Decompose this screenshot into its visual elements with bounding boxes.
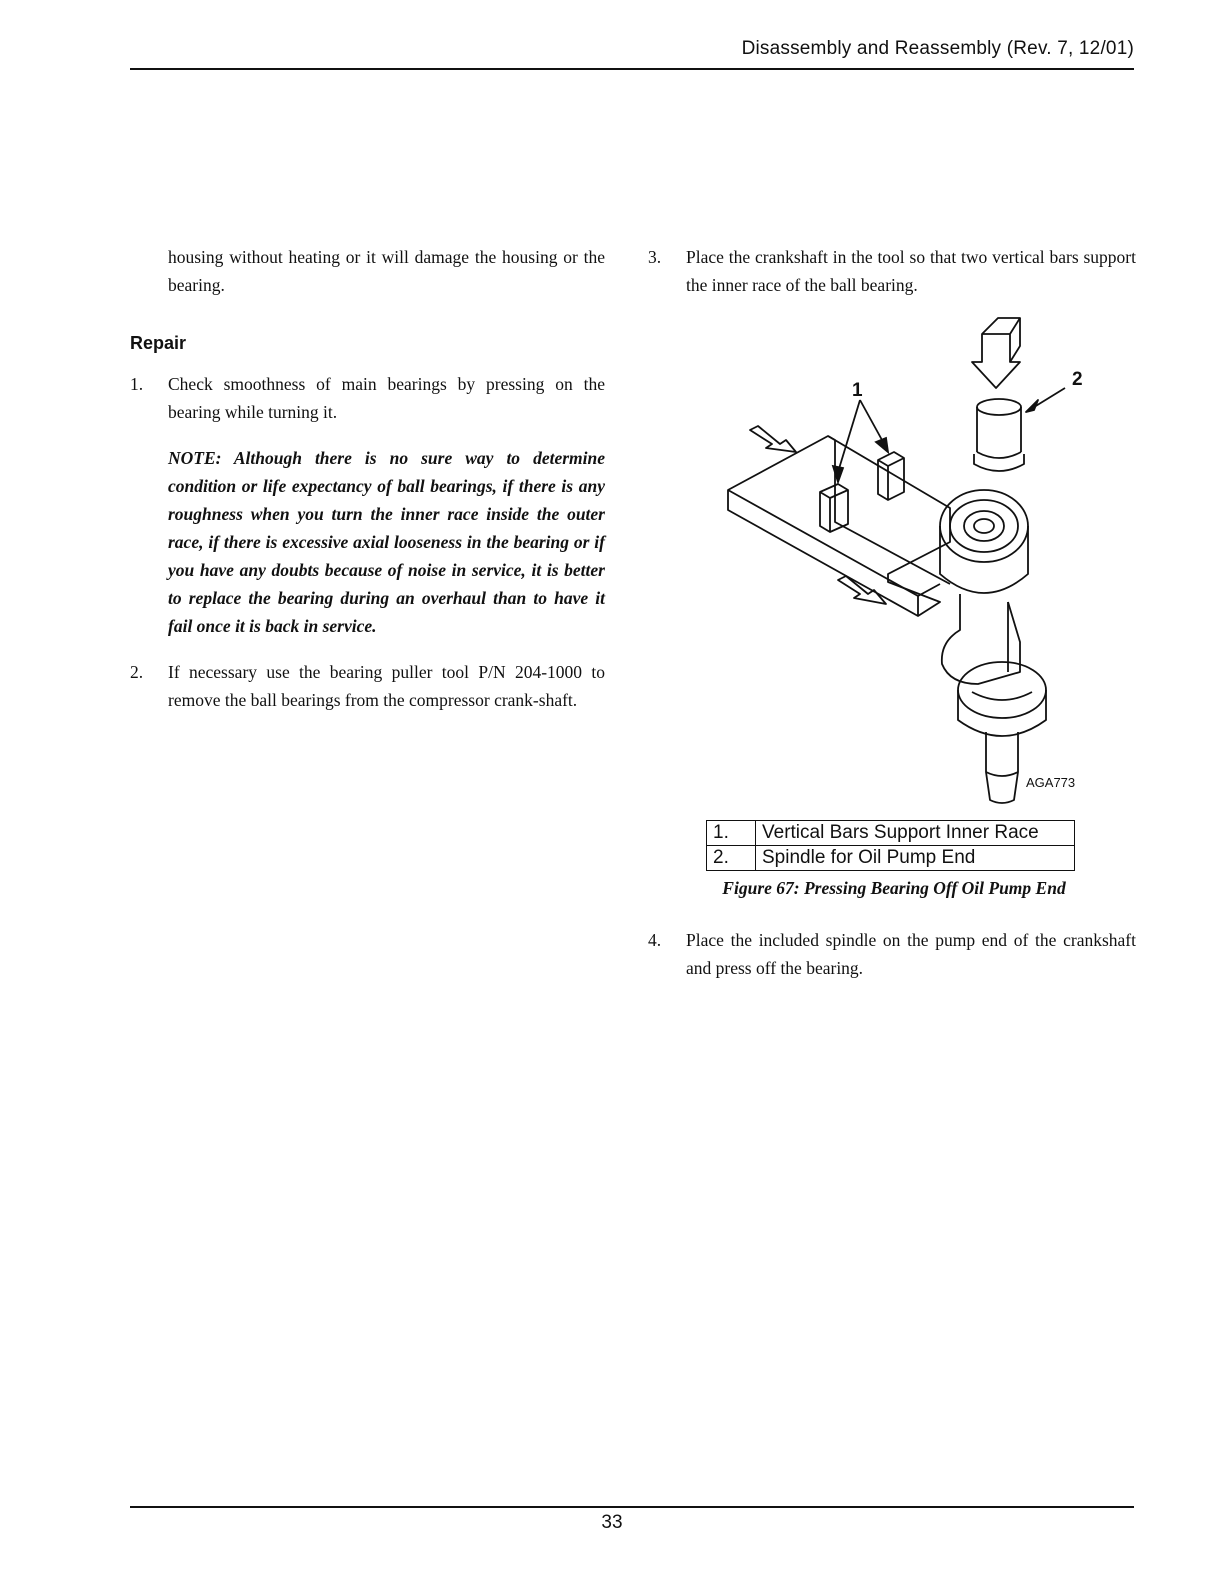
page-header-title: Disassembly and Reassembly (Rev. 7, 12/01) — [741, 38, 1134, 59]
continuation-paragraph: housing without heating or it will damage the housing or the bearing. — [168, 247, 605, 295]
step-4 — [648, 926, 1136, 982]
step-4-text: Place the included spindle on the pump end of the crankshaft and press off the bearing. — [686, 930, 1136, 978]
step-2 — [130, 658, 605, 714]
footer-rule — [130, 1506, 1134, 1508]
spindle-shape — [977, 399, 1021, 415]
step-1 — [130, 370, 605, 426]
section-heading-repair: Repair — [130, 333, 187, 353]
step-3-text: Place the crankshaft in the tool so that two vertical bars support the inner race of the ball bearing. — [686, 247, 1136, 295]
press-arrow-icon — [972, 318, 1020, 388]
left-column — [130, 243, 605, 732]
step-4-number: 4. — [648, 930, 662, 950]
figure-legend-table — [706, 820, 1075, 871]
vertical-bar-left-shape — [820, 484, 848, 532]
incoming-arrow-icon — [750, 426, 796, 452]
legend-row — [707, 821, 1075, 846]
crankshaft-press-figure — [720, 312, 1100, 812]
shaft-end-shape — [986, 732, 1018, 803]
outgoing-arrow-icon — [838, 576, 886, 604]
right-column-continued — [648, 926, 1136, 1000]
legend-number: 2. — [707, 846, 756, 871]
vertical-bar-right-shape — [878, 452, 904, 500]
note-paragraph: NOTE: Although there is no sure way to determine condition or life expectancy of ball bearings, if there is any roughness when you turn the inner race inside the outer race, if there is excessive axial looseness in the bearing or if you have any doubts because of noise in service, it is better to replace the bearing during an overhaul than to have it fail once it is back in service. — [168, 448, 605, 636]
step-1-number: 1. — [130, 374, 144, 394]
legend-row — [707, 846, 1075, 871]
step-1-text: Check smoothness of main bearings by pressing on the bearing while turning it. — [168, 374, 605, 422]
page-number: 33 — [601, 1512, 623, 1533]
step-3 — [648, 243, 1136, 299]
step-2-number: 2. — [130, 662, 144, 682]
header-rule — [130, 68, 1134, 70]
right-column — [648, 243, 1136, 317]
legend-label: Spindle for Oil Pump End — [756, 846, 1075, 871]
step-2-text: If necessary use the bearing puller tool P/N 204-1000 to remove the ball bearings from the compressor crank-shaft. — [168, 662, 605, 710]
legend-label: Vertical Bars Support Inner Race — [756, 821, 1075, 846]
callout-1-label: 1 — [852, 380, 863, 401]
step-3-number: 3. — [648, 247, 662, 267]
figure-caption: Figure 67: Pressing Bearing Off Oil Pump End — [722, 878, 1066, 898]
tool-plate-shape — [728, 436, 950, 616]
legend-number: 1. — [707, 821, 756, 846]
callout-2-label: 2 — [1072, 369, 1083, 390]
figure-id-label: AGA773 — [1026, 775, 1076, 790]
